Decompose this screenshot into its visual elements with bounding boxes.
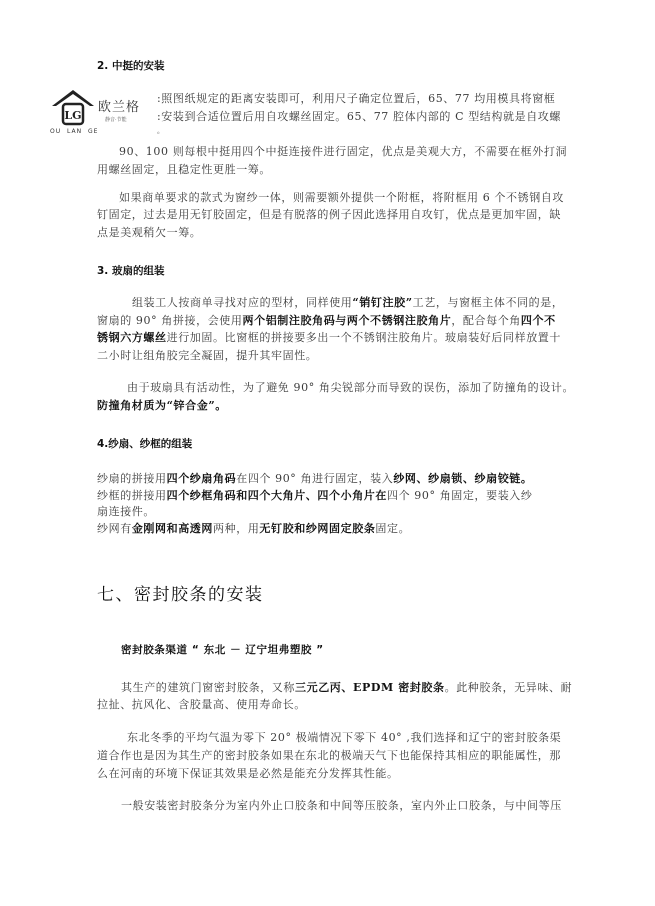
paragraph-line: 道合作也是因为其生产的密封胶条如果在东北的极端天气下也能保持其相应的职能属性，那	[97, 749, 561, 762]
svg-text:LG: LG	[64, 109, 82, 122]
paragraph-line: 纱网有金刚网和高透网两种，用无钉胶和纱网固定胶条固定。	[97, 522, 411, 535]
paragraph-line: 防撞角材质为“锌合金”。	[97, 399, 227, 412]
paragraph-line: 二小时让组角胶完全凝固，提升其牢固性。	[97, 349, 318, 362]
paragraph-line: 窗扇的 90° 角拼接，会使用两个铝制注胶角码与两个不锈钢注胶角片，配合每个角四个不	[97, 314, 556, 327]
channel-subheading: 密封胶条渠道 “ 东北 － 辽宁坦弗塑胶 ”	[121, 644, 324, 656]
paragraph-line: 点是美观稍欠一筹。	[97, 226, 202, 239]
paragraph-line: :安装到合适位置后用自攻螺丝固定。65、77 腔体内部的 C 型结构就是自攻螺	[157, 110, 562, 123]
paragraph-line: 90、100 则每根中挺用四个中挺连接件进行固定，优点是美观大方，不需要在框外打洞	[119, 145, 568, 158]
paragraph-line: 钉固定，过去是用无钉胶固定，但是有脱落的例子因此选择用自攻钉，优点是更加牢固，缺	[97, 208, 561, 221]
house-logo-icon	[50, 88, 96, 128]
chapter-7-heading: 七、密封胶条的安装	[97, 585, 264, 605]
paragraph-line: 扇连接件。	[97, 505, 155, 518]
paragraph-line: 如果商单要求的款式为窗纱一体，则需要额外提供一个附框，将附框用 6 个不锈钢自攻	[119, 191, 564, 204]
company-logo	[50, 88, 160, 140]
paragraph-line: 纱框的拼接用四个纱框角码和四个大角片、四个小角片在四个 90° 角固定，要装入纱	[97, 489, 533, 502]
paragraph-line: 纱扇的拼接用四个纱扇角码在四个 90° 角进行固定，装入纱网、纱扇锁、纱扇铰链。	[97, 472, 533, 485]
section-3-heading: 3. 玻扇的组装	[97, 265, 165, 277]
logo-name-en: OU LAN GE	[50, 128, 99, 135]
section-4-heading: 4.纱扇、纱框的组装	[97, 438, 193, 450]
paragraph-line: 其生产的建筑门窗密封胶条，又称三元乙丙、EPDM 密封胶条。此种胶条，无异味、耐	[121, 681, 573, 694]
section-2-heading: 2. 中挺的安装	[97, 60, 165, 72]
paragraph-line: 用螺丝固定，且稳定性更胜一筹。	[97, 163, 271, 176]
paragraph-line: 东北冬季的平均气温为零下 20° 极端情况下零下 40° ,我们选择和辽宁的密封胶条渠	[127, 731, 562, 744]
paragraph-line: 锈钢六方螺丝进行加固。比窗框的拼接要多出一个不锈钢注胶角片。玻扇装好后同样放置十	[97, 331, 562, 344]
paragraph-line: 拉扯、抗风化、含胶量高、使用寿命长。	[97, 698, 306, 711]
paragraph-line: 组装工人按商单寻找对应的型材，同样使用“销钉注胶”工艺，与窗框主体不同的是，	[132, 296, 564, 309]
paragraph-line: 一般安装密封胶条分为室内外止口胶条和中间等压胶条，室内外止口胶条，与中间等压	[121, 799, 562, 812]
paragraph-line: 么在河南的环境下保证其效果是必然是能充分发挥其性能。	[97, 767, 399, 780]
logo-tagline: 静音·节能	[105, 117, 127, 123]
paragraph-line: :照图纸规定的距离安装即可，利用尺子确定位置后，65、77 均用模具将窗框	[157, 92, 556, 105]
paragraph-line: 。	[157, 127, 165, 135]
logo-name-cn: 欧兰格	[98, 100, 141, 115]
paragraph-line: 由于玻扇具有活动性，为了避免 90° 角尖锐部分而导致的误伤，添加了防撞角的设计。	[127, 381, 575, 394]
